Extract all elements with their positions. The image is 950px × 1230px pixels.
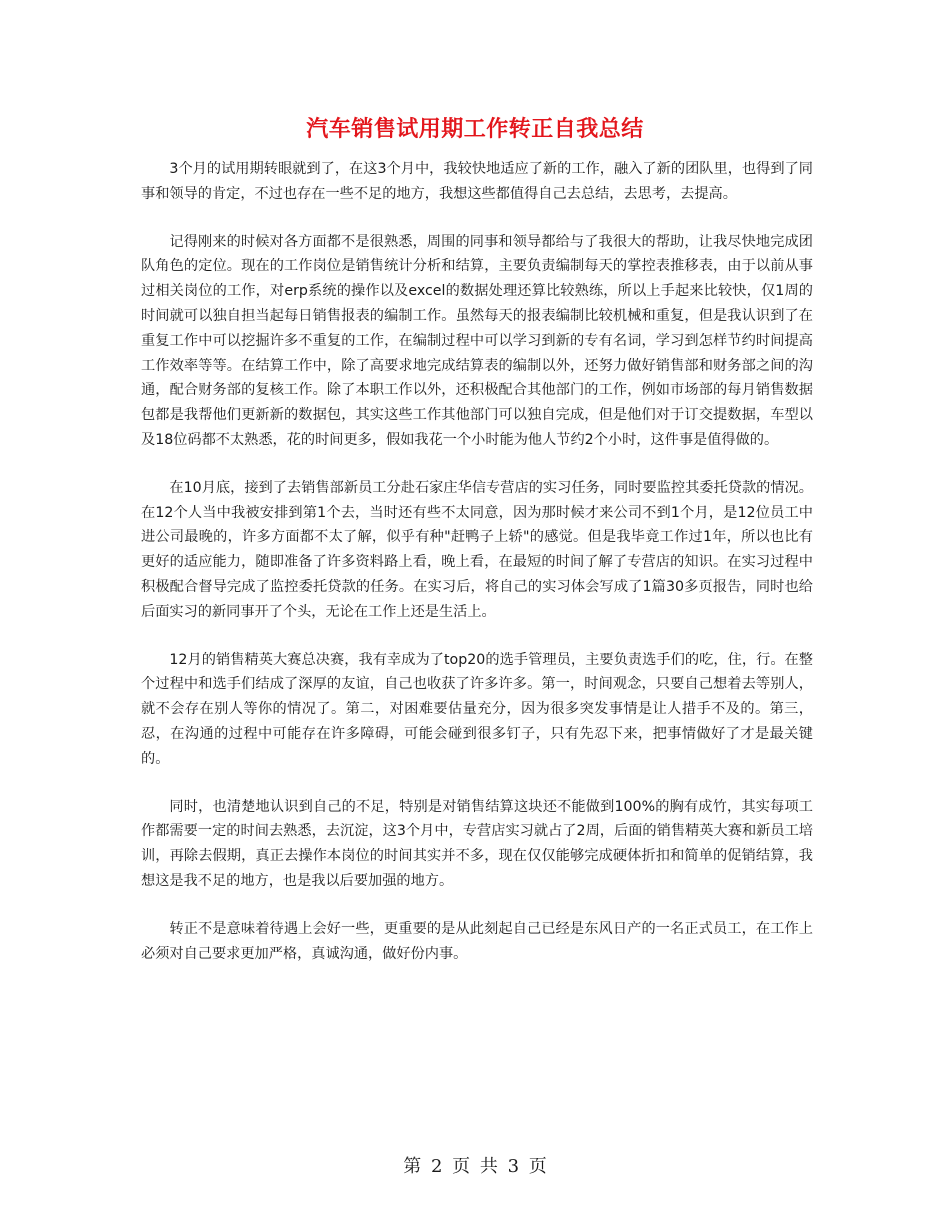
paragraph-4: 12月的销售精英大赛总决赛，我有幸成为了top20的选手管理员，主要负责选手们的吃，住，行。在整个过程中和选手们结成了深厚的友谊，自己也收获了许多许多。第一，时间观念，只要自己想着去等别人，就不会存在别人等你的情况了。第二，对困难要估量充分，因为很多突发事情是让人措手不及的。第三，忍，在沟通的过程中可能存在许多障碍，可能会碰到很多钉子，只有先忍下来，把事情做好了才是最关键的。: [141, 651, 813, 767]
document-body: [141, 157, 813, 989]
paragraph-3: 在10月底，接到了去销售部新员工分赴石家庄华信专营店的实习任务，同时要监控其委托贷款的情况。在12个人当中我被安排到第1个去，当时还有些不太同意，因为那时候才来公司不到1个月，是12位员工中进公司最晚的，许多方面都不太了解，似乎有种"赶鸭子上轿"的感觉。但是我毕竟工作过1年，所以也比有更好的适应能力，随即准备了许多资料路上看，晚上看，在最短的时间了解了专营店的知识。在实习过程中积极配合督导完成了监控委托贷款的任务。在实习后，将自己的实习体会写成了1篇30多页报告，同时也给后面实习的新同事开了个头，无论在工作上还是生活上。: [141, 479, 813, 620]
paragraph-5: 同时，也清楚地认识到自己的不足，特别是对销售结算这块还不能做到100%的胸有成竹，其实每项工作都需要一定的时间去熟悉，去沉淀，这3个月中，专营店实习就占了2周，后面的销售精英大赛和新员工培训，再除去假期，真正去操作本岗位的时间其实并不多，现在仅仅能够完成硬体折扣和简单的促销结算，我想这是我不足的地方，也是我以后要加强的地方。: [141, 798, 813, 889]
paragraph-2: 记得刚来的时候对各方面都不是很熟悉，周围的同事和领导都给与了我很大的帮助，让我尽快地完成团队角色的定位。现在的工作岗位是销售统计分析和结算，主要负责编制每天的掌控表推移表，由于以前从事过相关岗位的工作，对erp系统的操作以及excel的数据处理还算比较熟练，所以上手起来比较快，仅1周的时间就可以独自担当起每日销售报表的编制工作。虽然每天的报表编制比较机械和重复，但是我认识到了在重复工作中可以挖掘许多不重复的工作，在编制过程中可以学习到新的专有名词，学习到怎样节约时间提高工作效率等等。在结算工作中，除了高要求地完成结算表的编制以外，还努力做好销售部和财务部之间的沟通，配合财务部的复核工作。除了本职工作以外，还积极配合其他部门的工作，例如市场部的每月销售数据包都是我帮他们更新新的数据包，其实这些工作其他部门可以独自完成，但是他们对于订交提数据，车型以及18位码都不太熟悉，花的时间更多，假如我花一个小时能为他人节约2个小时，这件事是值得做的。: [141, 233, 813, 448]
paragraph-1: 3个月的试用期转眼就到了，在这3个月中，我较快地适应了新的工作，融入了新的团队里，也得到了同事和领导的肯定，不过也存在一些不足的地方，我想这些都值得自己去总结，去思考，去提高。: [141, 161, 813, 202]
paragraph-6: 转正不是意味着待遇上会好一些，更重要的是从此刻起自己已经是东风日产的一名正式员工，在工作上必须对自己要求更加严格，真诚沟通，做好份内事。: [141, 920, 813, 962]
document-title: 汽车销售试用期工作转正自我总结: [306, 117, 644, 142]
page-number-footer: 第 2 页 共 3 页: [403, 1156, 547, 1177]
